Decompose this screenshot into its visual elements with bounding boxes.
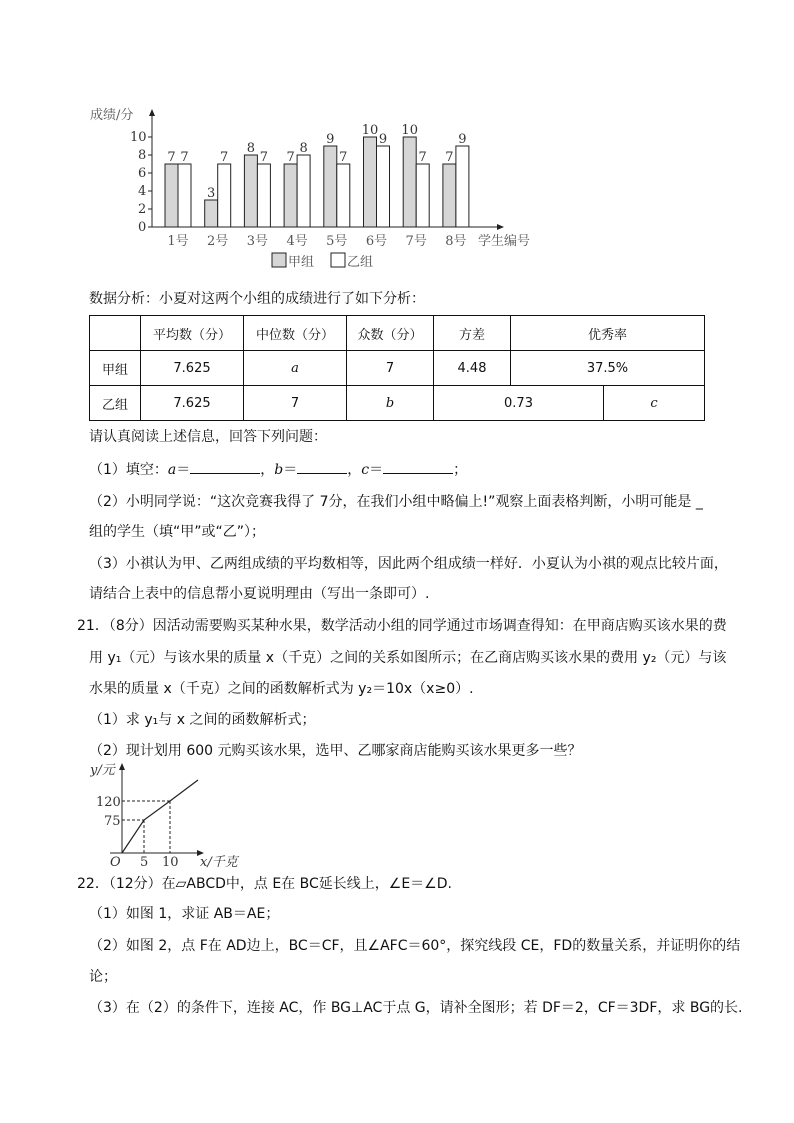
statistics-table bbox=[89, 315, 705, 421]
svg-text:7: 7 bbox=[167, 150, 176, 165]
cell-variance: 0.73 bbox=[434, 386, 604, 421]
svg-text:9: 9 bbox=[326, 132, 335, 147]
tick-120: 120 bbox=[96, 795, 121, 810]
q22-sub2-line1: （2）如图 2，点 F在 AD边上，BC＝CF，且∠AFC＝60°，探究线段 CE，FD的数量关系，并证明你的结 bbox=[89, 938, 741, 954]
cell-excellent: c bbox=[604, 386, 705, 421]
row-label: 甲组 bbox=[90, 351, 141, 386]
header-median: 中位数（分） bbox=[244, 316, 347, 351]
table-row bbox=[90, 351, 705, 386]
header-excellent: 优秀率 bbox=[511, 316, 705, 351]
svg-text:7: 7 bbox=[286, 150, 295, 165]
cell-excellent: 37.5% bbox=[511, 351, 705, 386]
function-graph bbox=[90, 760, 270, 870]
svg-text:4: 4 bbox=[138, 184, 147, 199]
svg-text:5号: 5号 bbox=[326, 234, 348, 249]
svg-text:9: 9 bbox=[458, 132, 467, 147]
header-mean: 平均数（分） bbox=[141, 316, 244, 351]
tick-5: 5 bbox=[140, 855, 149, 870]
bar-chart bbox=[80, 95, 550, 275]
var-c: c bbox=[361, 462, 370, 478]
svg-text:7: 7 bbox=[180, 150, 189, 165]
svg-text:7: 7 bbox=[418, 150, 427, 165]
analysis-intro: 数据分析：小夏对这两个小组的成绩进行了如下分析： bbox=[89, 291, 425, 307]
table-header-row bbox=[90, 316, 705, 351]
svg-text:10: 10 bbox=[130, 130, 147, 145]
svg-text:3: 3 bbox=[207, 186, 216, 201]
header-mode: 众数（分） bbox=[347, 316, 434, 351]
q20-part2-line2: 组的学生（填“甲”或“乙”）； bbox=[89, 524, 266, 540]
cell-mean: 7.625 bbox=[141, 351, 244, 386]
svg-text:9: 9 bbox=[378, 132, 388, 147]
svg-text:7: 7 bbox=[339, 150, 348, 165]
answer-blank-a[interactable] bbox=[190, 460, 260, 474]
y-ticks bbox=[130, 130, 152, 235]
q22-sub3: （3）在（2）的条件下，连接 AC，作 BG⊥AC于点 G，请补全图形；若 DF＝2，CF＝3DF，求 BG的长. bbox=[89, 1000, 743, 1016]
svg-text:10: 10 bbox=[361, 123, 379, 138]
q21-line1: 21．（8分）因活动需要购买某种水果，数学活动小组的同学通过市场调查得知：在甲商店购买该水果的费 bbox=[77, 618, 727, 634]
graph-y-label: y/元 bbox=[90, 763, 115, 778]
svg-text:7: 7 bbox=[445, 150, 454, 165]
svg-text:10: 10 bbox=[401, 123, 418, 138]
legend-jia: 甲组 bbox=[288, 255, 315, 270]
svg-text:7号: 7号 bbox=[405, 234, 427, 249]
svg-text:0: 0 bbox=[138, 220, 147, 235]
cell-median: a bbox=[244, 351, 347, 386]
var-b: b bbox=[274, 462, 284, 478]
cell-mean: 7.625 bbox=[141, 386, 244, 421]
table-row bbox=[90, 386, 705, 421]
q20-part3-line2: 请结合上表中的信息帮小夏说明理由（写出一条即可）. bbox=[89, 586, 430, 602]
x-axis-label: 学生编号 bbox=[478, 234, 531, 249]
svg-text:6号: 6号 bbox=[365, 234, 388, 249]
y-axis-label: 成绩/分 bbox=[90, 108, 134, 123]
q20-part2-line1: （2）小明同学说：“这次竞赛我得了 7分，在我们小组中略偏上!”观察上面表格判断，小明可能是 _ bbox=[89, 494, 703, 510]
svg-text:3号: 3号 bbox=[246, 234, 269, 249]
tick-75: 75 bbox=[104, 814, 121, 829]
q20-prompt: 请认真阅读上述信息，回答下列问题： bbox=[89, 429, 327, 445]
answer-blank-c[interactable] bbox=[383, 460, 453, 474]
legend-yi: 乙组 bbox=[347, 255, 374, 270]
answer-blank-b[interactable] bbox=[297, 460, 347, 474]
var-a: a bbox=[167, 462, 177, 478]
svg-text:8: 8 bbox=[246, 141, 256, 156]
q20-part1-label: （1）填空： bbox=[89, 462, 168, 478]
svg-text:7: 7 bbox=[259, 150, 269, 165]
q21-line3: 水果的质量 x（千克）之间的函数解析式为 y₂＝10x（x≥0）. bbox=[89, 681, 474, 697]
cell-mode: b bbox=[347, 386, 434, 421]
svg-text:8: 8 bbox=[299, 141, 308, 156]
svg-text:2号: 2号 bbox=[207, 234, 229, 249]
svg-text:1号: 1号 bbox=[167, 234, 189, 249]
header-variance: 方差 bbox=[434, 316, 511, 351]
q20-part1: （1）填空：a＝ ，b＝ ，c＝ ； bbox=[89, 462, 468, 478]
bars bbox=[165, 123, 469, 249]
origin-label: O bbox=[110, 855, 121, 870]
cell-median: 7 bbox=[244, 386, 347, 421]
q21-line2: 用 y₁（元）与该水果的质量 x（千克）之间的关系如图所示；在乙商店购买该水果的费用 y₂（元）与该 bbox=[89, 650, 727, 666]
svg-text:8: 8 bbox=[138, 148, 147, 163]
q22-sub1: （1）如图 1，求证 AB＝AE； bbox=[89, 906, 280, 922]
q22-line1: 22．（12分）在▱ABCD中，点 E在 BC延长线上，∠E＝∠D. bbox=[77, 876, 452, 892]
svg-text:8号: 8号 bbox=[445, 234, 467, 249]
graph-x-label: x/千克 bbox=[200, 855, 238, 870]
cell-mode: 7 bbox=[347, 351, 434, 386]
q21-sub2: （2）现计划用 600 元购买该水果，选甲、乙哪家商店能购买该水果更多一些？ bbox=[89, 743, 582, 759]
svg-text:4号: 4号 bbox=[286, 234, 308, 249]
svg-text:7: 7 bbox=[220, 150, 229, 165]
header-empty bbox=[90, 316, 141, 351]
row-label: 乙组 bbox=[90, 386, 141, 421]
q22-sub2-line2: 论； bbox=[89, 969, 117, 985]
q20-part3-line1: （3）小祺认为甲、乙两组成绩的平均数相等，因此两个组成绩一样好．小夏认为小祺的观点比较片面， bbox=[89, 556, 728, 572]
tick-10: 10 bbox=[162, 855, 179, 870]
cell-variance: 4.48 bbox=[434, 351, 511, 386]
svg-text:6: 6 bbox=[138, 166, 147, 181]
svg-text:2: 2 bbox=[138, 202, 147, 217]
q21-sub1: （1）求 y₁与 x 之间的函数解析式； bbox=[89, 712, 316, 728]
